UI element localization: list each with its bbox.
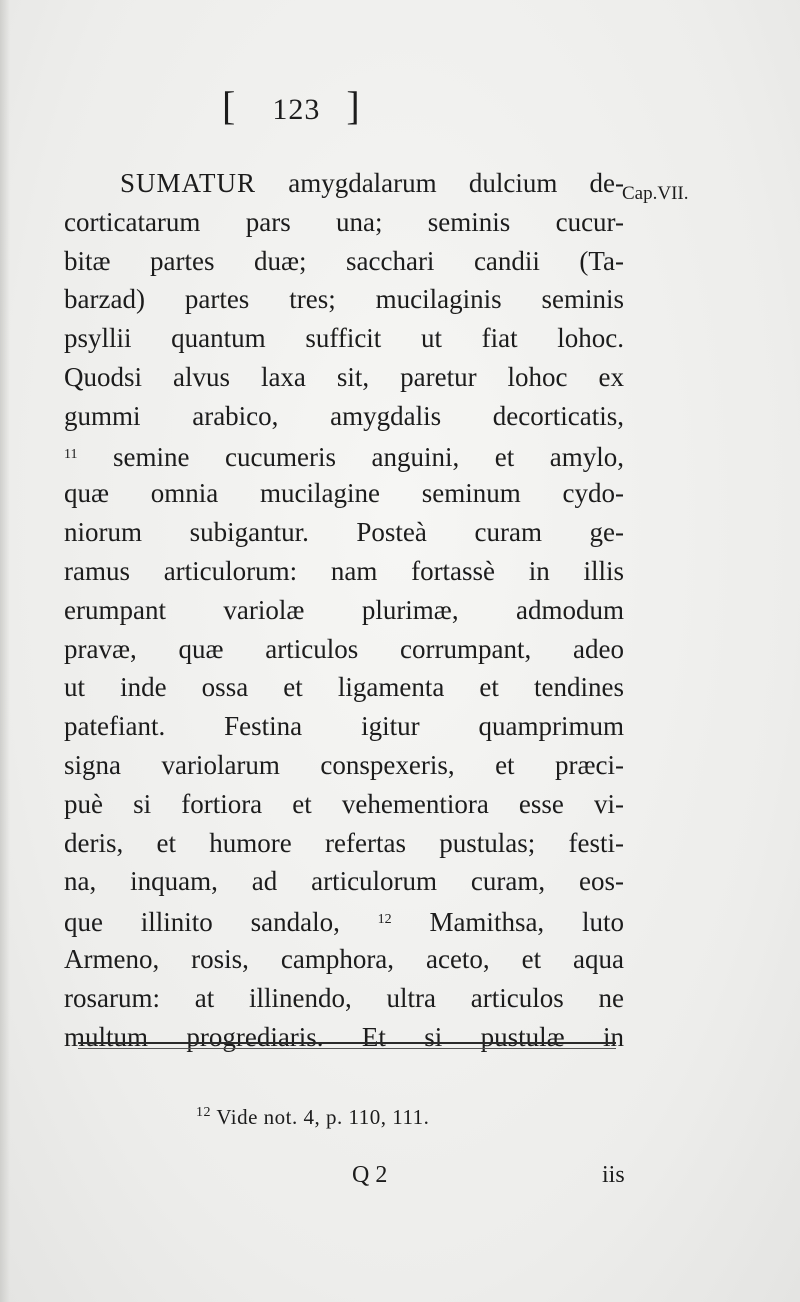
text-line: signa variolarum conspexeris, et præci- bbox=[64, 749, 624, 780]
page-number-value: 123 bbox=[272, 93, 321, 126]
text-line: ramus articulorum: nam fortassè in illis bbox=[64, 555, 624, 586]
text-line-content: Mamithsa, luto bbox=[391, 907, 624, 938]
text-line: pravæ, quæ articulos corrumpant, adeo bbox=[64, 633, 624, 664]
text-line: bitæ partes duæ; sacchari candii (Ta- bbox=[64, 245, 624, 276]
text-line: ut inde ossa et ligamenta et tendines bbox=[64, 672, 624, 703]
text-line: corticatarum pars una; seminis cucur- bbox=[64, 206, 624, 237]
text-line bbox=[64, 164, 624, 203]
page-edge-shadow bbox=[0, 0, 10, 1302]
text-line bbox=[64, 436, 624, 475]
footnote-text: Vide not. 4, p. 110, 111. bbox=[211, 1105, 430, 1129]
text-line-content: amygdalarum dulcium de- bbox=[256, 168, 624, 198]
text-line: patefiant. Festina igitur quamprimum bbox=[64, 711, 624, 742]
text-line: barzad) partes tres; mucilaginis seminis bbox=[64, 284, 624, 315]
text-line: rosarum: at illinendo, ultra articulos ne bbox=[64, 982, 624, 1013]
text-line: niorum subigantur. Posteà curam ge- bbox=[64, 517, 624, 548]
page-number-right-bracket: ] bbox=[346, 83, 361, 128]
text-line bbox=[64, 901, 624, 940]
margin-note-chapter: Cap.VII. bbox=[622, 183, 689, 204]
page-number-left-bracket: [ bbox=[222, 83, 237, 128]
text-line-content: que illinito sandalo, bbox=[64, 907, 378, 938]
text-line: na, inquam, ad articulorum curam, eos- bbox=[64, 866, 624, 897]
text-line: psyllii quantum sufficit ut fiat lohoc. bbox=[64, 323, 624, 354]
text-line: Armeno, rosis, camphora, aceto, et aqua bbox=[64, 943, 624, 974]
signature-mark: Q 2 bbox=[352, 1162, 388, 1188]
opening-word: SUMATUR bbox=[120, 168, 257, 198]
text-line: erumpant variolæ plurimæ, admodum bbox=[64, 594, 624, 625]
catchword: iis bbox=[602, 1162, 625, 1188]
text-line: gummi arabico, amygdalis decorticatis, bbox=[64, 400, 624, 431]
page-number bbox=[222, 82, 422, 129]
text-line-content: semine cucumeris anguini, et amylo, bbox=[77, 441, 624, 472]
text-line: Quodsi alvus laxa sit, paretur lohoc ex bbox=[64, 361, 624, 392]
footnote-rule-thin bbox=[78, 1048, 616, 1049]
footnote-number: 12 bbox=[196, 1105, 211, 1120]
footnote-marker: 12 bbox=[377, 912, 392, 928]
text-line: puè si fortiora et vehementiora esse vi- bbox=[64, 788, 624, 819]
text-line: multum progrediaris. Et si pustulæ in bbox=[64, 1021, 624, 1052]
text-line: quæ omnia mucilagine seminum cydo- bbox=[64, 478, 624, 509]
footnote bbox=[196, 1105, 429, 1130]
footnote-rule bbox=[78, 1042, 616, 1044]
footnote-marker: 11 bbox=[64, 446, 78, 462]
body-text bbox=[64, 164, 624, 1056]
text-line: deris, et humore refertas pustulas; festi- bbox=[64, 827, 624, 858]
